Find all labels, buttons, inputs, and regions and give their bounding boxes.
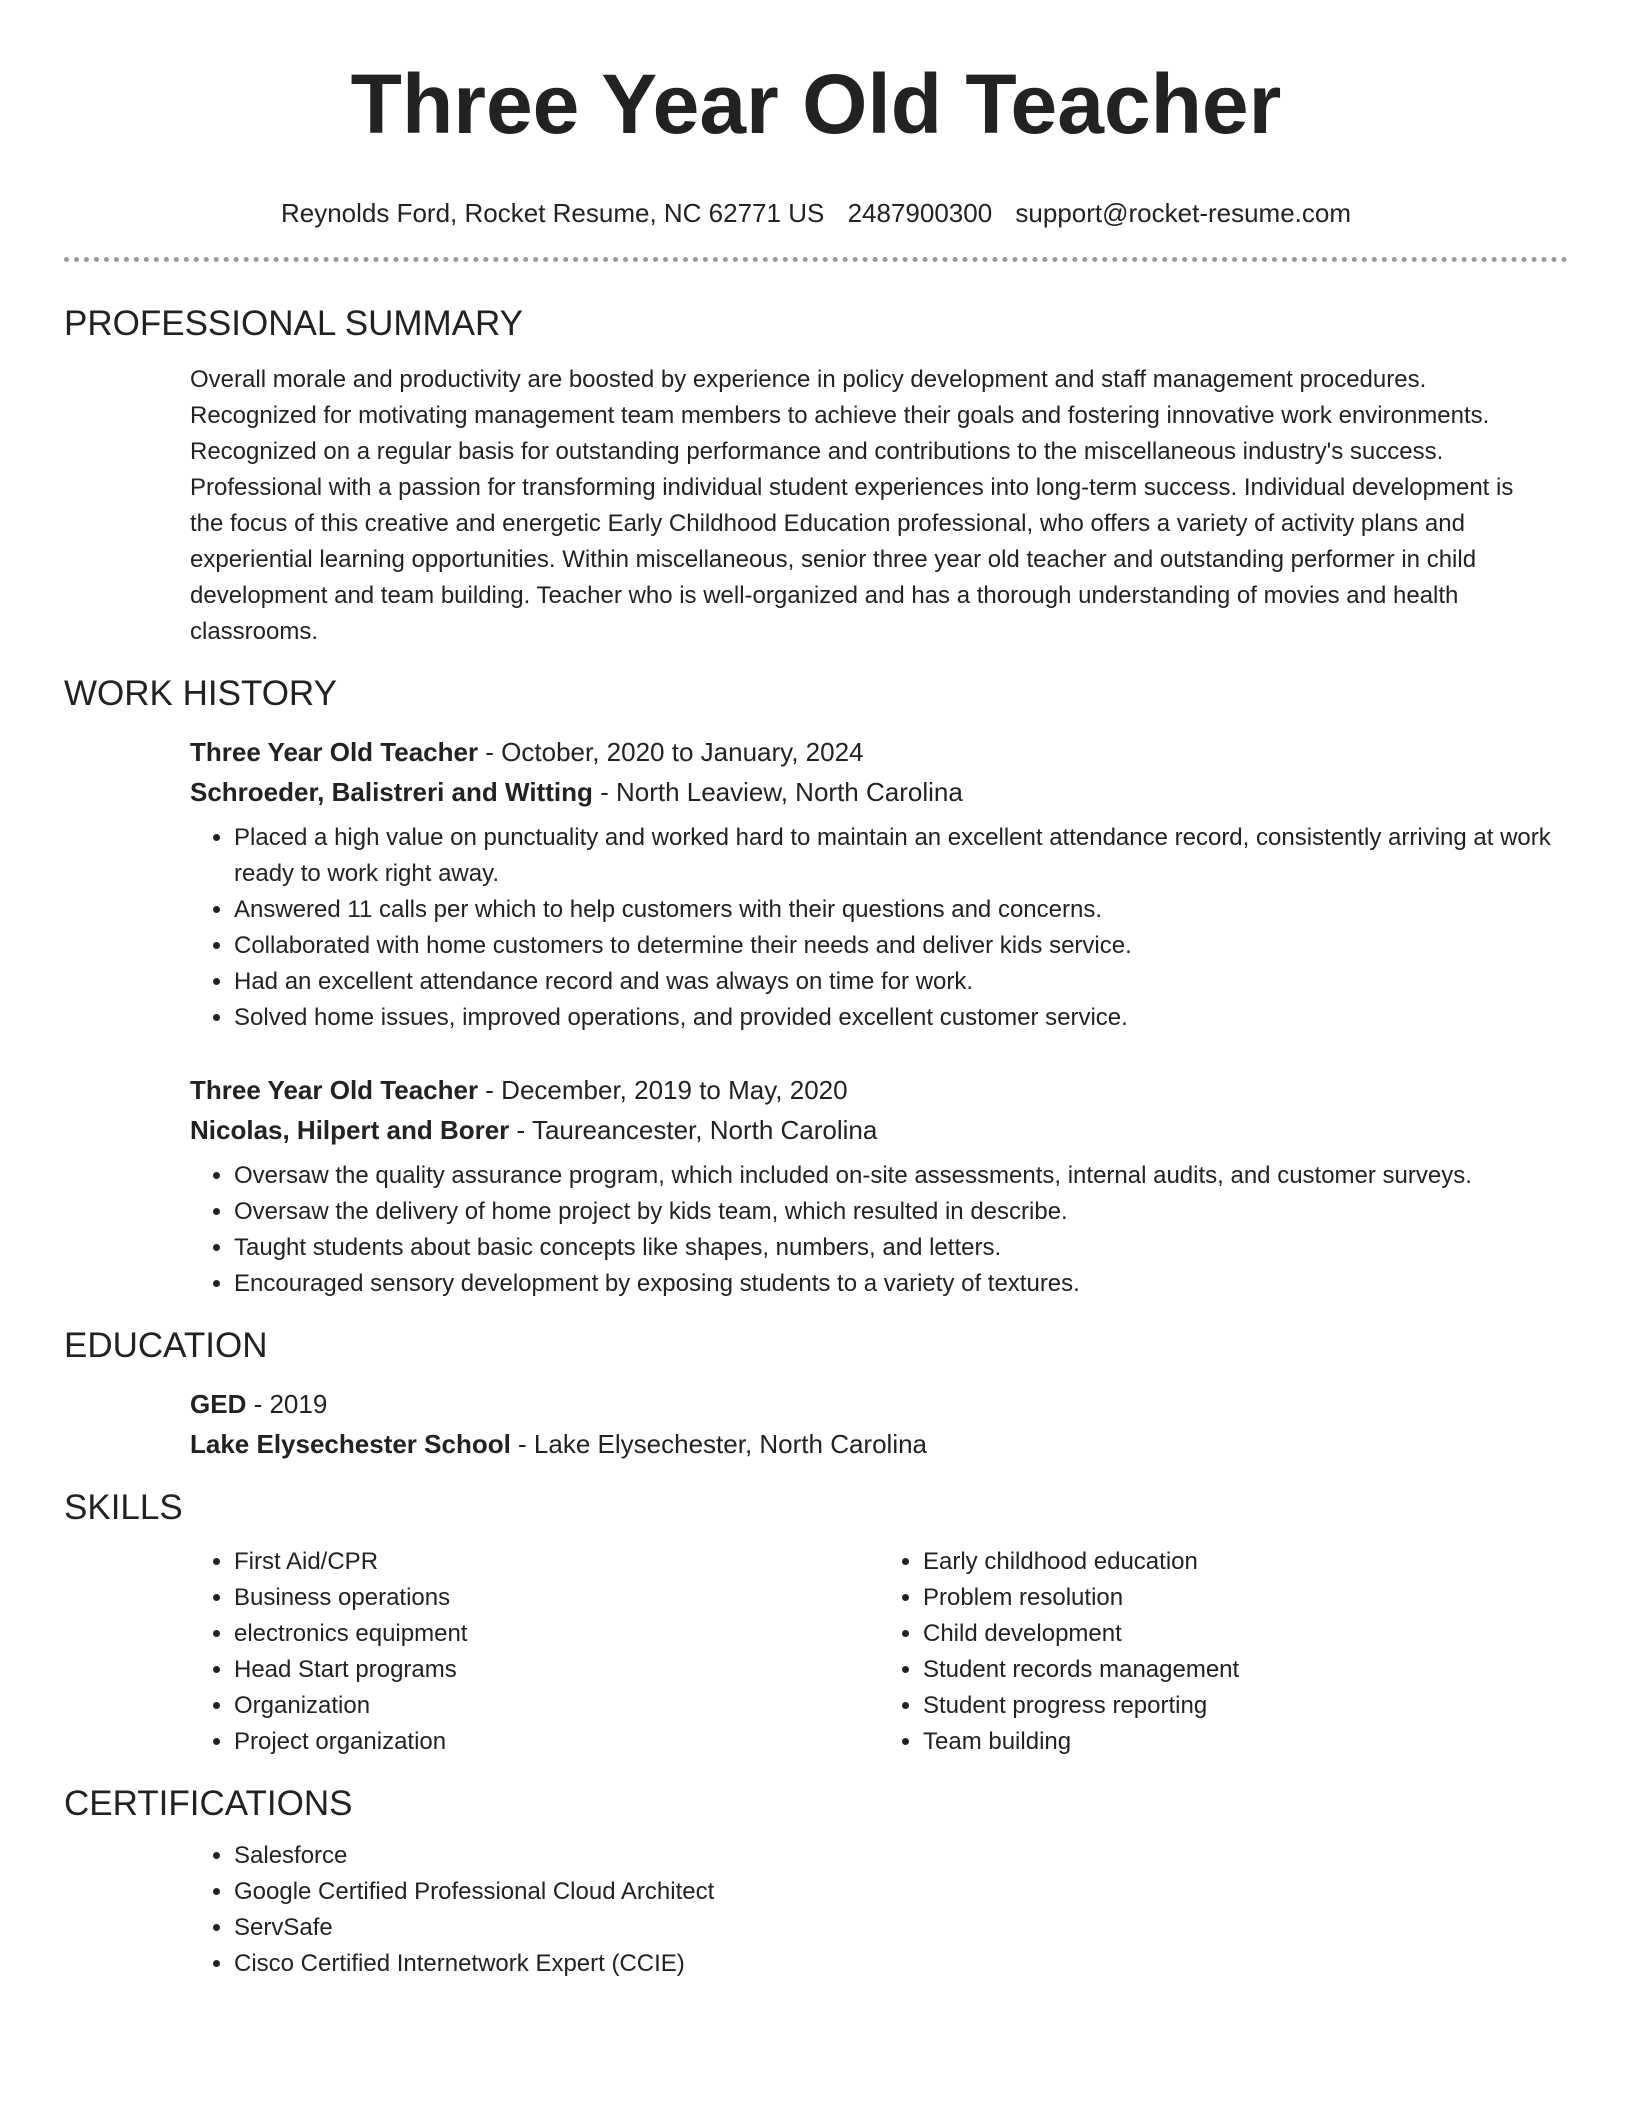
skills-column-right [879, 1544, 1568, 1760]
list-item: • ServSafe [234, 1910, 1568, 1946]
job-bullets [190, 820, 1568, 1036]
job-title: Three Year Old Teacher [190, 737, 479, 767]
school-location: - Lake Elysechester, North Carolina [510, 1429, 928, 1459]
list-item: • Student records management [923, 1652, 1568, 1688]
certifications-bullets [190, 1838, 1568, 1982]
list-item: • Oversaw the delivery of home project by kids team, which resulted in describe. [234, 1194, 1568, 1230]
school-name: Lake Elysechester School [190, 1429, 511, 1459]
candidate-name: Three Year Old Teacher [350, 57, 1282, 151]
list-item: • Student progress reporting [923, 1688, 1568, 1724]
list-item: • Team building [923, 1724, 1568, 1760]
contact-address: Reynolds Ford, Rocket Resume, NC 62771 US [280, 198, 825, 228]
list-item: • Child development [923, 1616, 1568, 1652]
job-title-line [190, 1070, 1568, 1110]
job-company-line [190, 772, 1568, 812]
list-item: • Encouraged sensory development by exposing students to a variety of textures. [234, 1266, 1568, 1302]
job-entry [64, 732, 1568, 1036]
job-dates: - December, 2019 to May, 2020 [478, 1075, 848, 1105]
list-item: • Solved home issues, improved operations, and provided excellent customer service. [234, 1000, 1568, 1036]
section-title-summary: PROFESSIONAL SUMMARY [64, 304, 523, 343]
list-item: • Taught students about basic concepts like shapes, numbers, and letters. [234, 1230, 1568, 1266]
school-line [190, 1424, 1568, 1464]
summary-text: Overall morale and productivity are boosted by experience in policy development and staff management procedures. Recognized for motivating management team members to achieve their goals and fostering innovative work environments. Recognized on a regular basis for outstanding performance and contributions to the miscellaneous industry's success. Professional with a passion for transforming individual student experiences into long-term success. Individual development is the focus of this creative and energetic Early Childhood Education professional, who offers a variety of activity plans and experiential learning opportunities. Within miscellaneous, senior three year old teacher and outstanding performer in child development and team building. Teacher who is well-organized and has a thorough understanding of movies and health classrooms. [190, 366, 1514, 645]
list-item: • Google Certified Professional Cloud Architect [234, 1874, 1568, 1910]
contact-phone: 2487900300 [847, 198, 993, 228]
list-item: • Collaborated with home customers to determine their needs and deliver kids service. [234, 928, 1568, 964]
list-item: • electronics equipment [234, 1616, 879, 1652]
list-item: • Salesforce [234, 1838, 1568, 1874]
header-divider [64, 257, 1568, 262]
job-dates: - October, 2020 to January, 2024 [478, 737, 864, 767]
skills-grid [190, 1544, 1568, 1760]
degree-line [190, 1384, 1568, 1424]
list-item: • Problem resolution [923, 1580, 1568, 1616]
list-item: • Business operations [234, 1580, 879, 1616]
job-bullets [190, 1158, 1568, 1302]
section-title-skills: SKILLS [64, 1488, 183, 1527]
degree-year: - 2019 [246, 1389, 328, 1419]
section-title-certifications: CERTIFICATIONS [64, 1784, 353, 1823]
degree: GED [190, 1389, 247, 1419]
certifications-list [64, 1838, 1568, 1982]
list-item: • Answered 11 calls per which to help customers with their questions and concerns. [234, 892, 1568, 928]
summary-section [64, 304, 1568, 650]
job-title: Three Year Old Teacher [190, 1075, 479, 1105]
skills-list [64, 1544, 1568, 1760]
work-history-section [64, 674, 1568, 1302]
list-item: • Project organization [234, 1724, 879, 1760]
section-title-education: EDUCATION [64, 1326, 268, 1365]
list-item: • First Aid/CPR [234, 1544, 879, 1580]
job-company: Schroeder, Balistreri and Witting [190, 777, 593, 807]
contact-email: support@rocket-resume.com [1015, 198, 1352, 228]
job-title-line [190, 732, 1568, 772]
skills-column-left [190, 1544, 879, 1760]
list-item: • Cisco Certified Internetwork Expert (CCIE) [234, 1946, 1568, 1982]
education-section [64, 1326, 1568, 1464]
job-company-line [190, 1110, 1568, 1150]
job-location: - North Leaview, North Carolina [592, 777, 963, 807]
list-item: • Had an excellent attendance record and was always on time for work. [234, 964, 1568, 1000]
list-item: • Organization [234, 1688, 879, 1724]
certifications-section [64, 1784, 1568, 1982]
list-item: • Early childhood education [923, 1544, 1568, 1580]
skills-section [64, 1488, 1568, 1760]
list-item: • Placed a high value on punctuality and worked hard to maintain an excellent attendance record, consistently arriving at work ready to work right away. [234, 820, 1568, 892]
job-location: - Taureancester, North Carolina [509, 1115, 878, 1145]
list-item: • Oversaw the quality assurance program, which included on-site assessments, internal audits, and customer surveys. [234, 1158, 1568, 1194]
section-title-work: WORK HISTORY [64, 674, 337, 713]
job-company: Nicolas, Hilpert and Borer [190, 1115, 510, 1145]
education-entry [64, 1384, 1568, 1464]
job-entry [64, 1070, 1568, 1302]
list-item: • Head Start programs [234, 1652, 879, 1688]
contact-line [64, 198, 1568, 229]
